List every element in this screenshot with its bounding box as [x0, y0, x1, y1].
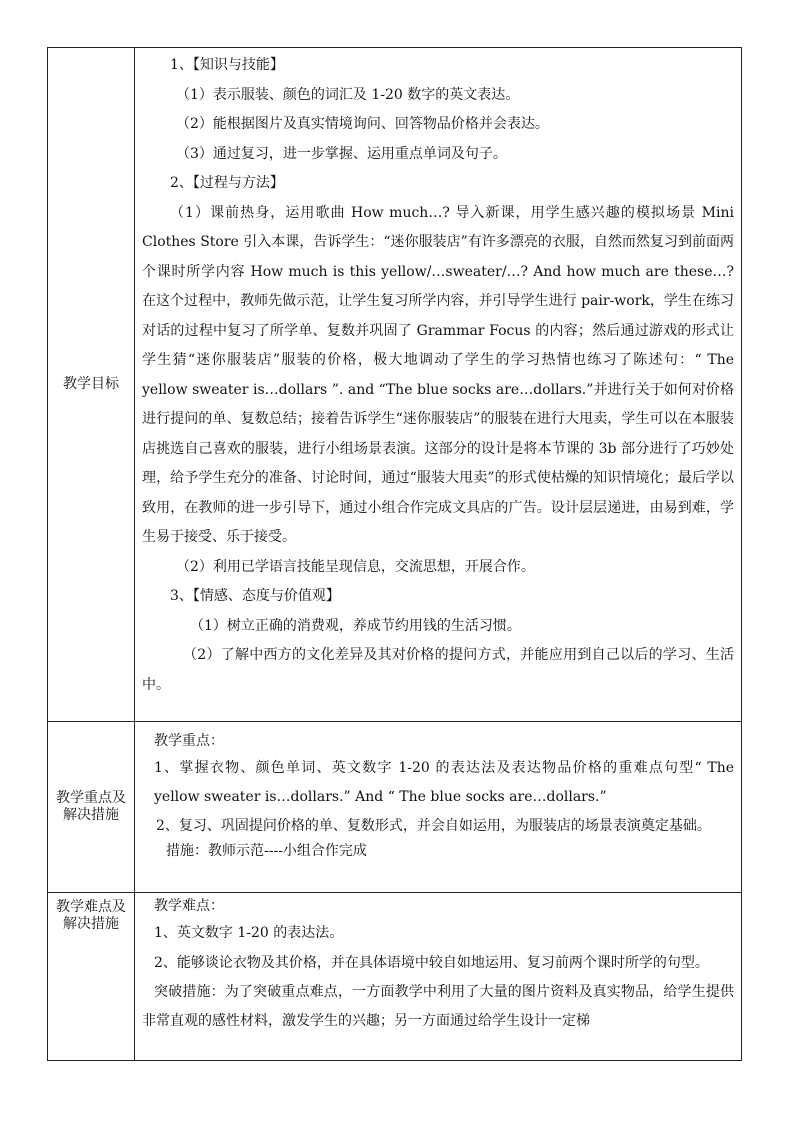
difficulties-heading: 教学难点：	[154, 898, 224, 914]
knowledge-title: 1、【知识与技能】	[170, 57, 284, 73]
key-points-label-cell	[48, 722, 135, 893]
difficulties-row	[48, 893, 742, 1061]
difficulties-measure: 突破措施：为了突破重点难点，一方面教学中利用了大量的图片资料及真实物品，给学生提供非常直观的感性材料，激发学生的兴趣；另一方面通过给学生设计一定梯	[142, 983, 734, 1029]
key-points-content-cell	[135, 722, 742, 893]
emotion-item-1: （1）树立正确的消费观，养成节约用钱的生活习惯。	[190, 617, 521, 634]
difficulties-content-cell	[135, 893, 742, 1061]
key-points-heading: 教学重点：	[154, 733, 224, 749]
process-item-2: （2）利用已学语言技能呈现信息，交流思想，开展合作。	[176, 558, 535, 575]
difficulty-item-2: 2、能够谈论衣物及其价格，并在具体语境中较自如地运用、复习前两个课时所学的句型。	[154, 954, 709, 971]
objectives-label-cell	[48, 48, 135, 722]
key-point-item-2: 2、复习、巩固提问价格的单、复数形式，并会自如运用，为服装店的场景表演奠定基础。	[156, 818, 711, 834]
difficulties-label-cell	[48, 893, 135, 1061]
difficulties-label: 教学难点及解决措施	[56, 899, 126, 932]
process-paragraph: （1）课前热身，运用歌曲 How much…? 导入新课，用学生感兴趣的模拟场景 Mini Clothes Store 引入本课，告诉学生：“迷你服装店”有许多漂亮的衣服，自然而然复习到前面两个课时所学内容 How much is this yellow/…sweater/…? And how much are these…? 在这个过程中，教师先做示范，让学生复习所学内容，并引导学生进行 pair-work，学生在练习对话的过程中复习了所学单、复数并巩固了 Grammar Focus 的内容；然后通过游戏的形式让学生猜“迷你服装店”服装的价格，极大地调动了学生的学习热情也练习了陈述句：“ The yellow sweater is…dollars ”. and “The blue socks are…dollars.”并进行关于如何对价格进行提问的单、复数总结；接着告诉学生“迷你服装店”的服装在进行大甩卖，学生可以在本服装店挑选自己喜欢的服装，进行小组场景表演。这部分的设计是将本节课的 3b 部分进行了巧妙处理，给予学生充分的准备、讨论时间，通过“服装大甩卖”的形式使枯燥的知识情境化；最后学以致用，在教师的进一步引导下，通过小组合作完成文具店的广告。设计层层递进，由易到难，学生易于接受、乐于接受。	[142, 204, 734, 545]
key-points-label: 教学重点及解决措施	[56, 790, 126, 823]
objectives-content-cell	[135, 48, 742, 722]
key-point-item-1: 1、掌握衣物、颜色单词、英文数字 1-20 的表达法及表达物品价格的重难点句型“ The yellow sweater is…dollars.” And “ The blue socks are…dollars.”	[154, 760, 734, 805]
key-points-measure: 措施：教师示范----小组合作完成	[166, 843, 367, 859]
knowledge-item: （2）能根据图片及真实情境询问、回答物品价格并会表达。	[176, 116, 549, 132]
key-points-row	[48, 722, 742, 893]
lesson-plan-table	[47, 47, 742, 1061]
difficulty-item-1: 1、英文数字 1-20 的表达法。	[154, 925, 344, 941]
objectives-row	[48, 48, 742, 722]
knowledge-item: （3）通过复习，进一步掌握、运用重点单词及句子。	[176, 145, 507, 162]
knowledge-item: （1）表示服装、颜色的词汇及 1-20 数字的英文表达。	[176, 86, 520, 103]
emotion-item-2: （2）了解中西方的文化差异及其对价格的提问方式，并能应用到自己以后的学习、生活中。	[142, 647, 734, 693]
emotion-title: 3、【情感、态度与价值观】	[170, 588, 340, 604]
process-title: 2、【过程与方法】	[170, 175, 284, 191]
objectives-label: 教学目标	[63, 376, 119, 392]
